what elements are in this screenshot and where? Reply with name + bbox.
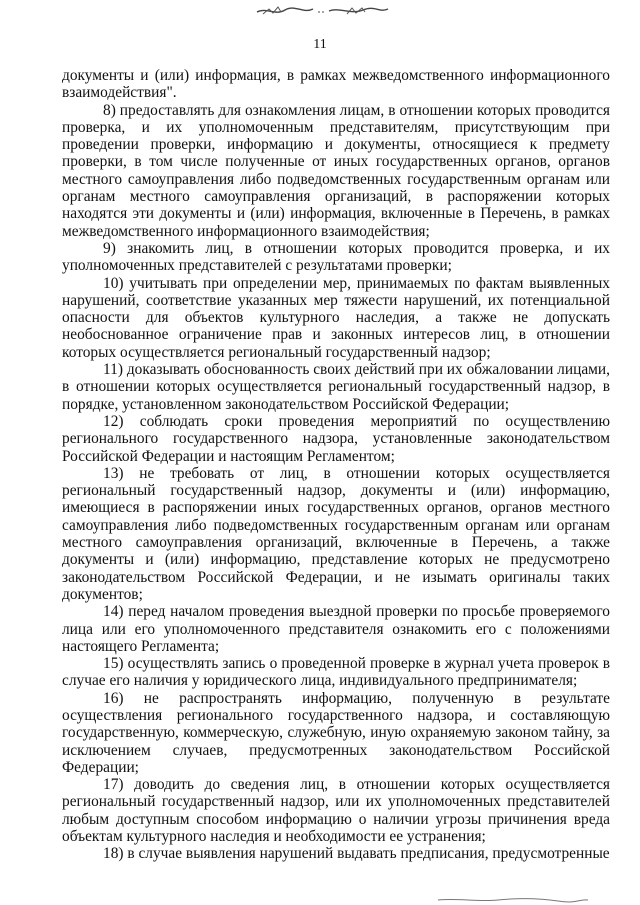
paragraph-item-14: 14) перед началом проведения выездной проверки по просьбе проверяемого лица или его уполномоченного представителя ознакомить его с положениями настоящего Регламента; xyxy=(62,603,610,655)
paragraph-item-9: 9) знакомить лиц, в отношении которых проводится проверка, и их уполномоченных представителей с результатами проверки; xyxy=(62,239,610,275)
paragraph-item-10: 10) учитывать при определении мер, принимаемых по фактам выявленных нарушений, соответствие указанных мер тяжести нарушений, их потенциальной опасности для объектов культурного наследия, а также не допускать необоснованное ограничение прав и законных интересов лиц, в отношении которых осуществляется региональный государственный надзор; xyxy=(62,274,610,361)
paragraph-item-11: 11) доказывать обоснованность своих действий при их обжаловании лицами, в отношении которых осуществляется региональный государственный надзор, в порядке, установленном законодательством Российской Федерации; xyxy=(62,361,610,413)
paragraph-item-8: 8) предоставлять для ознакомления лицам, в отношении которых проводится проверка, и их уполномоченным представителям, присутствующим при проведении проверки, информацию и документы, относящиеся к предмету проверки, в том числе полученные от иных государственных органов, органов местного самоуправления либо подведомственных государственным органам или органам местного самоуправления организаций, в распоряжении которых находятся эти документы и (или) информация, включенные в Перечень, в рамках межведомственного информационного взаимодействия; xyxy=(62,101,610,240)
paragraph-continuation: документы и (или) информация, в рамках межведомственного информационного взаимодействия". xyxy=(62,67,610,102)
paragraph-item-15: 15) осуществлять запись о проведенной проверке в журнал учета проверок в случае его наличия у юридического лица, индивидуального предпринимателя; xyxy=(62,655,610,690)
scan-artifact-bottom xyxy=(438,897,588,903)
paragraph-item-18: 18) в случае выявления нарушений выдавать предписания, предусмотренные xyxy=(103,845,610,863)
paragraph-item-12: 12) соблюдать сроки проведения мероприятий по осуществлению регионального государственного надзора, установленные законодательством Российской Федерации и настоящим Регламентом; xyxy=(62,412,610,465)
paragraph-item-16: 16) не распространять информацию, полученную в результате осуществления регионального государственного надзора, и составляющую государственную, коммерческую, служебную, иную охраняемую законом тайну, за исключением случаев, предусмотренных законодательством Российской Федерации; xyxy=(62,689,610,776)
scan-artifact-mark xyxy=(255,4,390,18)
document-body xyxy=(62,67,610,863)
paragraph-item-13: 13) не требовать от лиц, в отношении которых осуществляется региональный государственный надзор, документы и (или) информацию, имеющиеся в распоряжении иных государственных органов, органов местного самоуправления либо подведомственных государственным органам или органам местного самоуправления организаций, включенные в Перечень, а также документы и (или) информацию, представление которых не предусмотрено законодательством Российской Федерации, и не изымать оригиналы таких документов; xyxy=(62,464,610,603)
page-number: 11 xyxy=(313,37,327,52)
paragraph-item-17: 17) доводить до сведения лиц, в отношении которых осуществляется региональный государственный надзор, или их уполномоченных представителей любым доступным способом информацию о наличии угрозы причинения вреда объектам культурного наследия и необходимости ее устранения; xyxy=(62,776,610,846)
